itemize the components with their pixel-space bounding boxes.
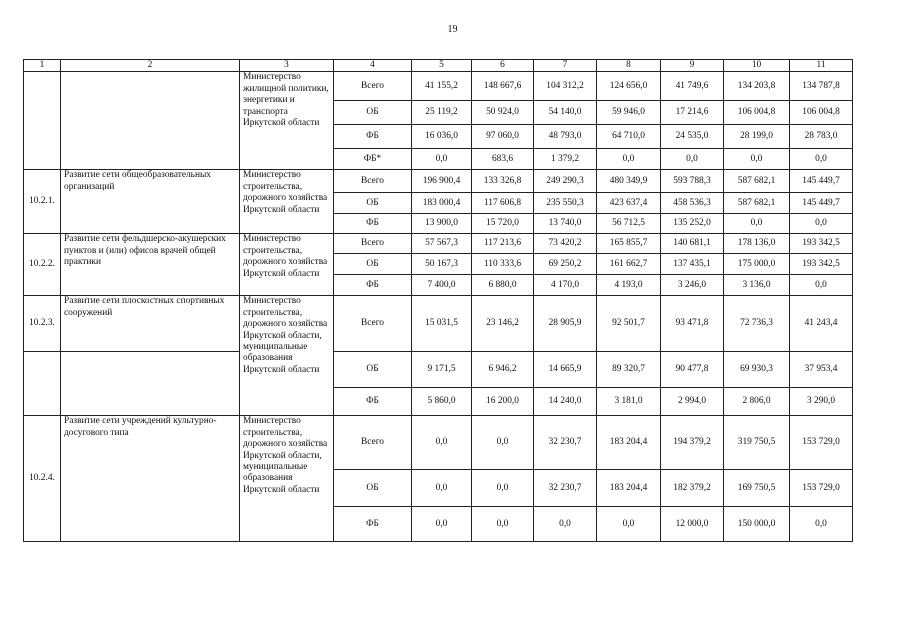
amount-cell: 32 230,7 — [534, 470, 597, 507]
amount-cell: 150 000,0 — [724, 507, 790, 542]
table-row — [24, 234, 853, 254]
amount-cell: 183 204,4 — [597, 416, 661, 470]
row-name: Развитие сети плоскостных спортивных сооружений — [61, 296, 240, 352]
row-code-empty — [24, 352, 61, 416]
amount-cell: 54 140,0 — [534, 101, 597, 125]
amount-cell: 153 729,0 — [790, 416, 853, 470]
amount-cell: 0,0 — [597, 149, 661, 170]
column-number: 1 — [24, 60, 61, 72]
page-number: 19 — [447, 24, 458, 35]
amount-cell: 0,0 — [412, 507, 472, 542]
amount-cell: 3 290,0 — [790, 388, 853, 416]
table-row — [24, 352, 853, 388]
amount-cell: 12 000,0 — [661, 507, 724, 542]
funding-type: ОБ — [334, 101, 412, 125]
funding-type: ФБ — [334, 275, 412, 296]
row-executor: Министерство жилищной политики, энергетики и транспорта Иркутской области — [240, 72, 334, 170]
amount-cell: 13 900,0 — [412, 214, 472, 234]
amount-cell: 16 200,0 — [472, 388, 534, 416]
amount-cell: 140 681,1 — [661, 234, 724, 254]
amount-cell: 0,0 — [472, 416, 534, 470]
funding-type: ФБ — [334, 388, 412, 416]
amount-cell: 124 656,0 — [597, 72, 661, 101]
amount-cell: 0,0 — [472, 470, 534, 507]
amount-cell: 5 860,0 — [412, 388, 472, 416]
amount-cell: 64 710,0 — [597, 125, 661, 149]
amount-cell: 23 146,2 — [472, 296, 534, 352]
amount-cell: 145 449,7 — [790, 170, 853, 193]
table-row — [24, 296, 853, 352]
table-row — [24, 72, 853, 101]
amount-cell: 182 379,2 — [661, 470, 724, 507]
amount-cell: 135 252,0 — [661, 214, 724, 234]
table-row — [24, 170, 853, 193]
amount-cell: 2 994,0 — [661, 388, 724, 416]
funding-type: ФБ — [334, 214, 412, 234]
amount-cell: 69 250,2 — [534, 254, 597, 275]
funding-type: ФБ — [334, 507, 412, 542]
funding-type: Всего — [334, 296, 412, 352]
amount-cell: 28 199,0 — [724, 125, 790, 149]
amount-cell: 161 662,7 — [597, 254, 661, 275]
column-number: 3 — [240, 60, 334, 72]
amount-cell: 14 665,9 — [534, 352, 597, 388]
amount-cell: 25 119,2 — [412, 101, 472, 125]
amount-cell: 50 924,0 — [472, 101, 534, 125]
amount-cell: 9 171,5 — [412, 352, 472, 388]
amount-cell: 0,0 — [790, 214, 853, 234]
amount-cell: 37 953,4 — [790, 352, 853, 388]
amount-cell: 15 031,5 — [412, 296, 472, 352]
column-number-row — [24, 60, 853, 72]
amount-cell: 24 535,0 — [661, 125, 724, 149]
amount-cell: 104 312,2 — [534, 72, 597, 101]
amount-cell: 183 204,4 — [597, 470, 661, 507]
amount-cell: 683,6 — [472, 149, 534, 170]
amount-cell: 69 930,3 — [724, 352, 790, 388]
column-number: 7 — [534, 60, 597, 72]
amount-cell: 587 682,1 — [724, 170, 790, 193]
row-code: 10.2.2. — [24, 234, 61, 296]
row-code: 10.2.1. — [24, 170, 61, 234]
row-code: 10.2.3. — [24, 296, 61, 352]
amount-cell: 41 243,4 — [790, 296, 853, 352]
amount-cell: 2 806,0 — [724, 388, 790, 416]
amount-cell: 3 246,0 — [661, 275, 724, 296]
amount-cell: 7 400,0 — [412, 275, 472, 296]
amount-cell: 3 181,0 — [597, 388, 661, 416]
amount-cell: 117 213,6 — [472, 234, 534, 254]
amount-cell: 3 136,0 — [724, 275, 790, 296]
amount-cell: 587 682,1 — [724, 193, 790, 214]
amount-cell: 178 136,0 — [724, 234, 790, 254]
funding-type: ФБ* — [334, 149, 412, 170]
funding-type: Всего — [334, 234, 412, 254]
funding-type: ОБ — [334, 470, 412, 507]
row-executor: Министерство строительства, дорожного хозяйства Иркутской области, муниципальные образования Иркутской области — [240, 416, 334, 542]
amount-cell: 72 736,3 — [724, 296, 790, 352]
amount-cell: 153 729,0 — [790, 470, 853, 507]
budget-table — [23, 59, 853, 542]
amount-cell: 134 203,8 — [724, 72, 790, 101]
amount-cell: 48 793,0 — [534, 125, 597, 149]
amount-cell: 0,0 — [472, 507, 534, 542]
amount-cell: 97 060,0 — [472, 125, 534, 149]
amount-cell: 0,0 — [534, 507, 597, 542]
amount-cell: 193 342,5 — [790, 234, 853, 254]
amount-cell: 134 787,8 — [790, 72, 853, 101]
row-code: 10.2.4. — [24, 416, 61, 542]
funding-type: Всего — [334, 72, 412, 101]
amount-cell: 0,0 — [790, 149, 853, 170]
amount-cell: 183 000,4 — [412, 193, 472, 214]
amount-cell: 89 320,7 — [597, 352, 661, 388]
amount-cell: 73 420,2 — [534, 234, 597, 254]
amount-cell: 0,0 — [790, 507, 853, 542]
column-number: 6 — [472, 60, 534, 72]
amount-cell: 92 501,7 — [597, 296, 661, 352]
amount-cell: 133 326,8 — [472, 170, 534, 193]
amount-cell: 0,0 — [412, 149, 472, 170]
amount-cell: 0,0 — [661, 149, 724, 170]
amount-cell: 6 946,2 — [472, 352, 534, 388]
amount-cell: 90 477,8 — [661, 352, 724, 388]
amount-cell: 28 905,9 — [534, 296, 597, 352]
amount-cell: 57 567,3 — [412, 234, 472, 254]
funding-type: Всего — [334, 416, 412, 470]
amount-cell: 59 946,0 — [597, 101, 661, 125]
amount-cell: 93 471,8 — [661, 296, 724, 352]
column-number: 2 — [61, 60, 240, 72]
column-number: 4 — [334, 60, 412, 72]
funding-type: Всего — [334, 170, 412, 193]
column-number: 11 — [790, 60, 853, 72]
amount-cell: 110 333,6 — [472, 254, 534, 275]
amount-cell: 319 750,5 — [724, 416, 790, 470]
row-name: Развитие сети фельдшерско-акушерских пунктов и (или) офисов врачей общей практики — [61, 234, 240, 296]
amount-cell: 17 214,6 — [661, 101, 724, 125]
amount-cell: 145 449,7 — [790, 193, 853, 214]
amount-cell: 193 342,5 — [790, 254, 853, 275]
row-executor: Министерство строительства, дорожного хозяйства Иркутской области — [240, 170, 334, 234]
amount-cell: 15 720,0 — [472, 214, 534, 234]
amount-cell: 6 880,0 — [472, 275, 534, 296]
amount-cell: 0,0 — [597, 507, 661, 542]
amount-cell: 480 349,9 — [597, 170, 661, 193]
amount-cell: 50 167,3 — [412, 254, 472, 275]
row-name: Развитие сети общеобразовательных организаций — [61, 170, 240, 234]
amount-cell: 41 155,2 — [412, 72, 472, 101]
amount-cell: 14 240,0 — [534, 388, 597, 416]
column-number: 5 — [412, 60, 472, 72]
amount-cell: 117 606,8 — [472, 193, 534, 214]
amount-cell: 1 379,2 — [534, 149, 597, 170]
table-row — [24, 416, 853, 470]
amount-cell: 0,0 — [724, 149, 790, 170]
amount-cell: 41 749,6 — [661, 72, 724, 101]
amount-cell: 148 667,6 — [472, 72, 534, 101]
amount-cell: 593 788,3 — [661, 170, 724, 193]
amount-cell: 165 855,7 — [597, 234, 661, 254]
amount-cell: 175 000,0 — [724, 254, 790, 275]
row-executor: Министерство строительства, дорожного хозяйства Иркутской области, муниципальные образования Иркутской области — [240, 296, 334, 416]
funding-type: ОБ — [334, 193, 412, 214]
row-name: Развитие сети учреждений культурно-досугового типа — [61, 416, 240, 542]
amount-cell: 194 379,2 — [661, 416, 724, 470]
amount-cell: 106 004,8 — [724, 101, 790, 125]
amount-cell: 0,0 — [412, 470, 472, 507]
amount-cell: 56 712,5 — [597, 214, 661, 234]
column-number: 10 — [724, 60, 790, 72]
amount-cell: 196 900,4 — [412, 170, 472, 193]
amount-cell: 0,0 — [790, 275, 853, 296]
row-code — [24, 72, 61, 170]
row-executor: Министерство строительства, дорожного хозяйства Иркутской области — [240, 234, 334, 296]
amount-cell: 235 550,3 — [534, 193, 597, 214]
column-number: 8 — [597, 60, 661, 72]
amount-cell: 16 036,0 — [412, 125, 472, 149]
amount-cell: 137 435,1 — [661, 254, 724, 275]
funding-type: ОБ — [334, 254, 412, 275]
amount-cell: 28 783,0 — [790, 125, 853, 149]
amount-cell: 4 170,0 — [534, 275, 597, 296]
column-number: 9 — [661, 60, 724, 72]
amount-cell: 0,0 — [724, 214, 790, 234]
amount-cell: 13 740,0 — [534, 214, 597, 234]
row-name — [61, 72, 240, 170]
amount-cell: 106 004,8 — [790, 101, 853, 125]
amount-cell: 169 750,5 — [724, 470, 790, 507]
funding-type: ОБ — [334, 352, 412, 388]
amount-cell: 249 290,3 — [534, 170, 597, 193]
amount-cell: 4 193,0 — [597, 275, 661, 296]
funding-type: ФБ — [334, 125, 412, 149]
amount-cell: 458 536,3 — [661, 193, 724, 214]
row-name-empty — [61, 352, 240, 416]
amount-cell: 0,0 — [412, 416, 472, 470]
amount-cell: 32 230,7 — [534, 416, 597, 470]
amount-cell: 423 637,4 — [597, 193, 661, 214]
